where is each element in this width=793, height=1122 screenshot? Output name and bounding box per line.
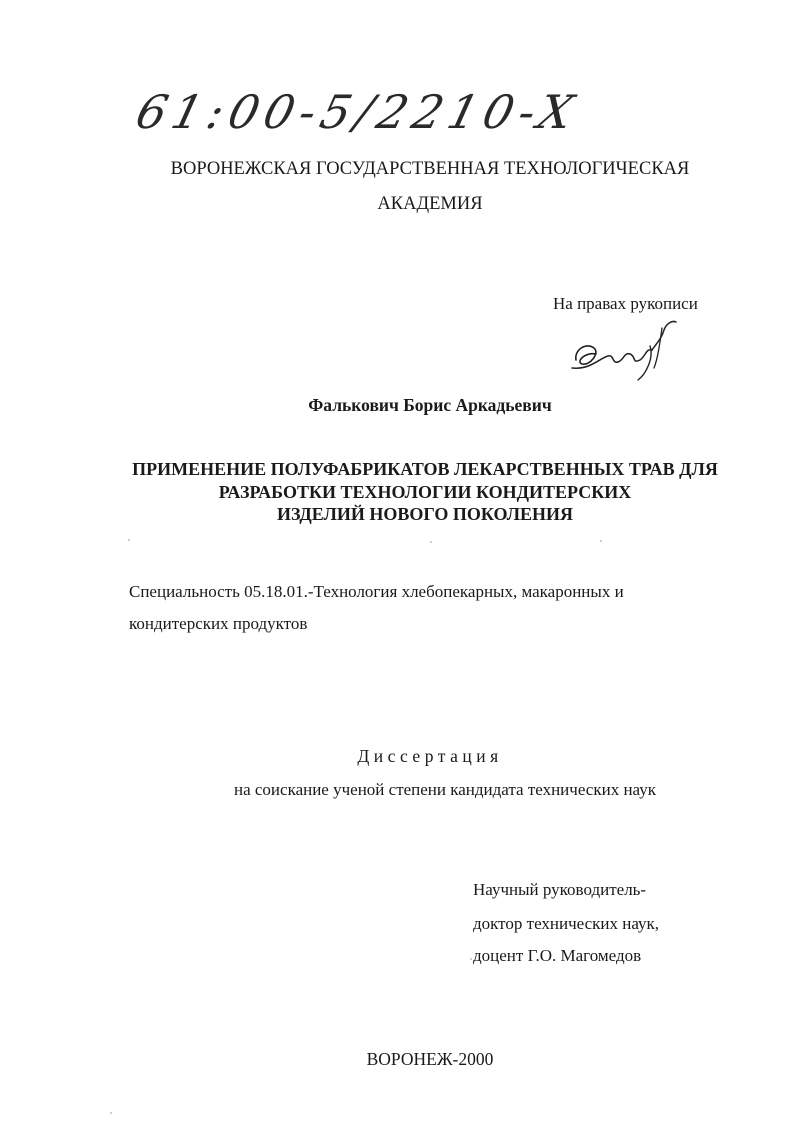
specialty-line-1: Специальность 05.18.01.-Технология хлебопекарных, макаронных и [129, 582, 624, 601]
supervisor-line-2: доктор технических наук, [473, 914, 660, 933]
degree-line: на соискание ученой степени кандидата технических наук [233, 780, 656, 799]
institution-line-2: АКАДЕМИЯ [377, 194, 483, 214]
scan-speck [110, 1112, 112, 1114]
supervisor-line-3: доцент Г.О. Магомедов [473, 946, 642, 965]
scan-speck [430, 541, 432, 543]
title-line-3: ИЗДЕЛИЙ НОВОГО ПОКОЛЕНИЯ [276, 504, 574, 524]
title-line-2: РАЗРАБОТКИ ТЕХНОЛОГИИ КОНДИТЕРСКИХ [218, 482, 632, 502]
archive-number-svg [130, 78, 585, 150]
author-name: Фалькович Борис Аркадьевич [308, 395, 552, 415]
dissertation-label: Диссертация [357, 746, 503, 766]
author-signature [570, 308, 680, 386]
archive-number-handwritten [130, 78, 585, 150]
institution-line-1: ВОРОНЕЖСКАЯ ГОСУДАРСТВЕННАЯ ТЕХНОЛОГИЧЕСКАЯ [170, 159, 690, 179]
scan-speck [128, 539, 130, 541]
city-year: ВОРОНЕЖ-2000 [366, 1049, 494, 1069]
scan-speck [470, 958, 472, 960]
supervisor-line-1: Научный руководитель- [473, 880, 647, 899]
manuscript-rights-note: На правах рукописи [553, 294, 698, 313]
title-line-1: ПРИМЕНЕНИЕ ПОЛУФАБРИКАТОВ ЛЕКАРСТВЕННЫХ ТРАВ ДЛЯ [132, 459, 718, 479]
specialty-line-2: кондитерских продуктов [129, 614, 308, 633]
signature-svg [570, 308, 680, 386]
scan-speck [600, 540, 602, 542]
archive-number-text: 61:00-5/2210-X [130, 86, 585, 140]
